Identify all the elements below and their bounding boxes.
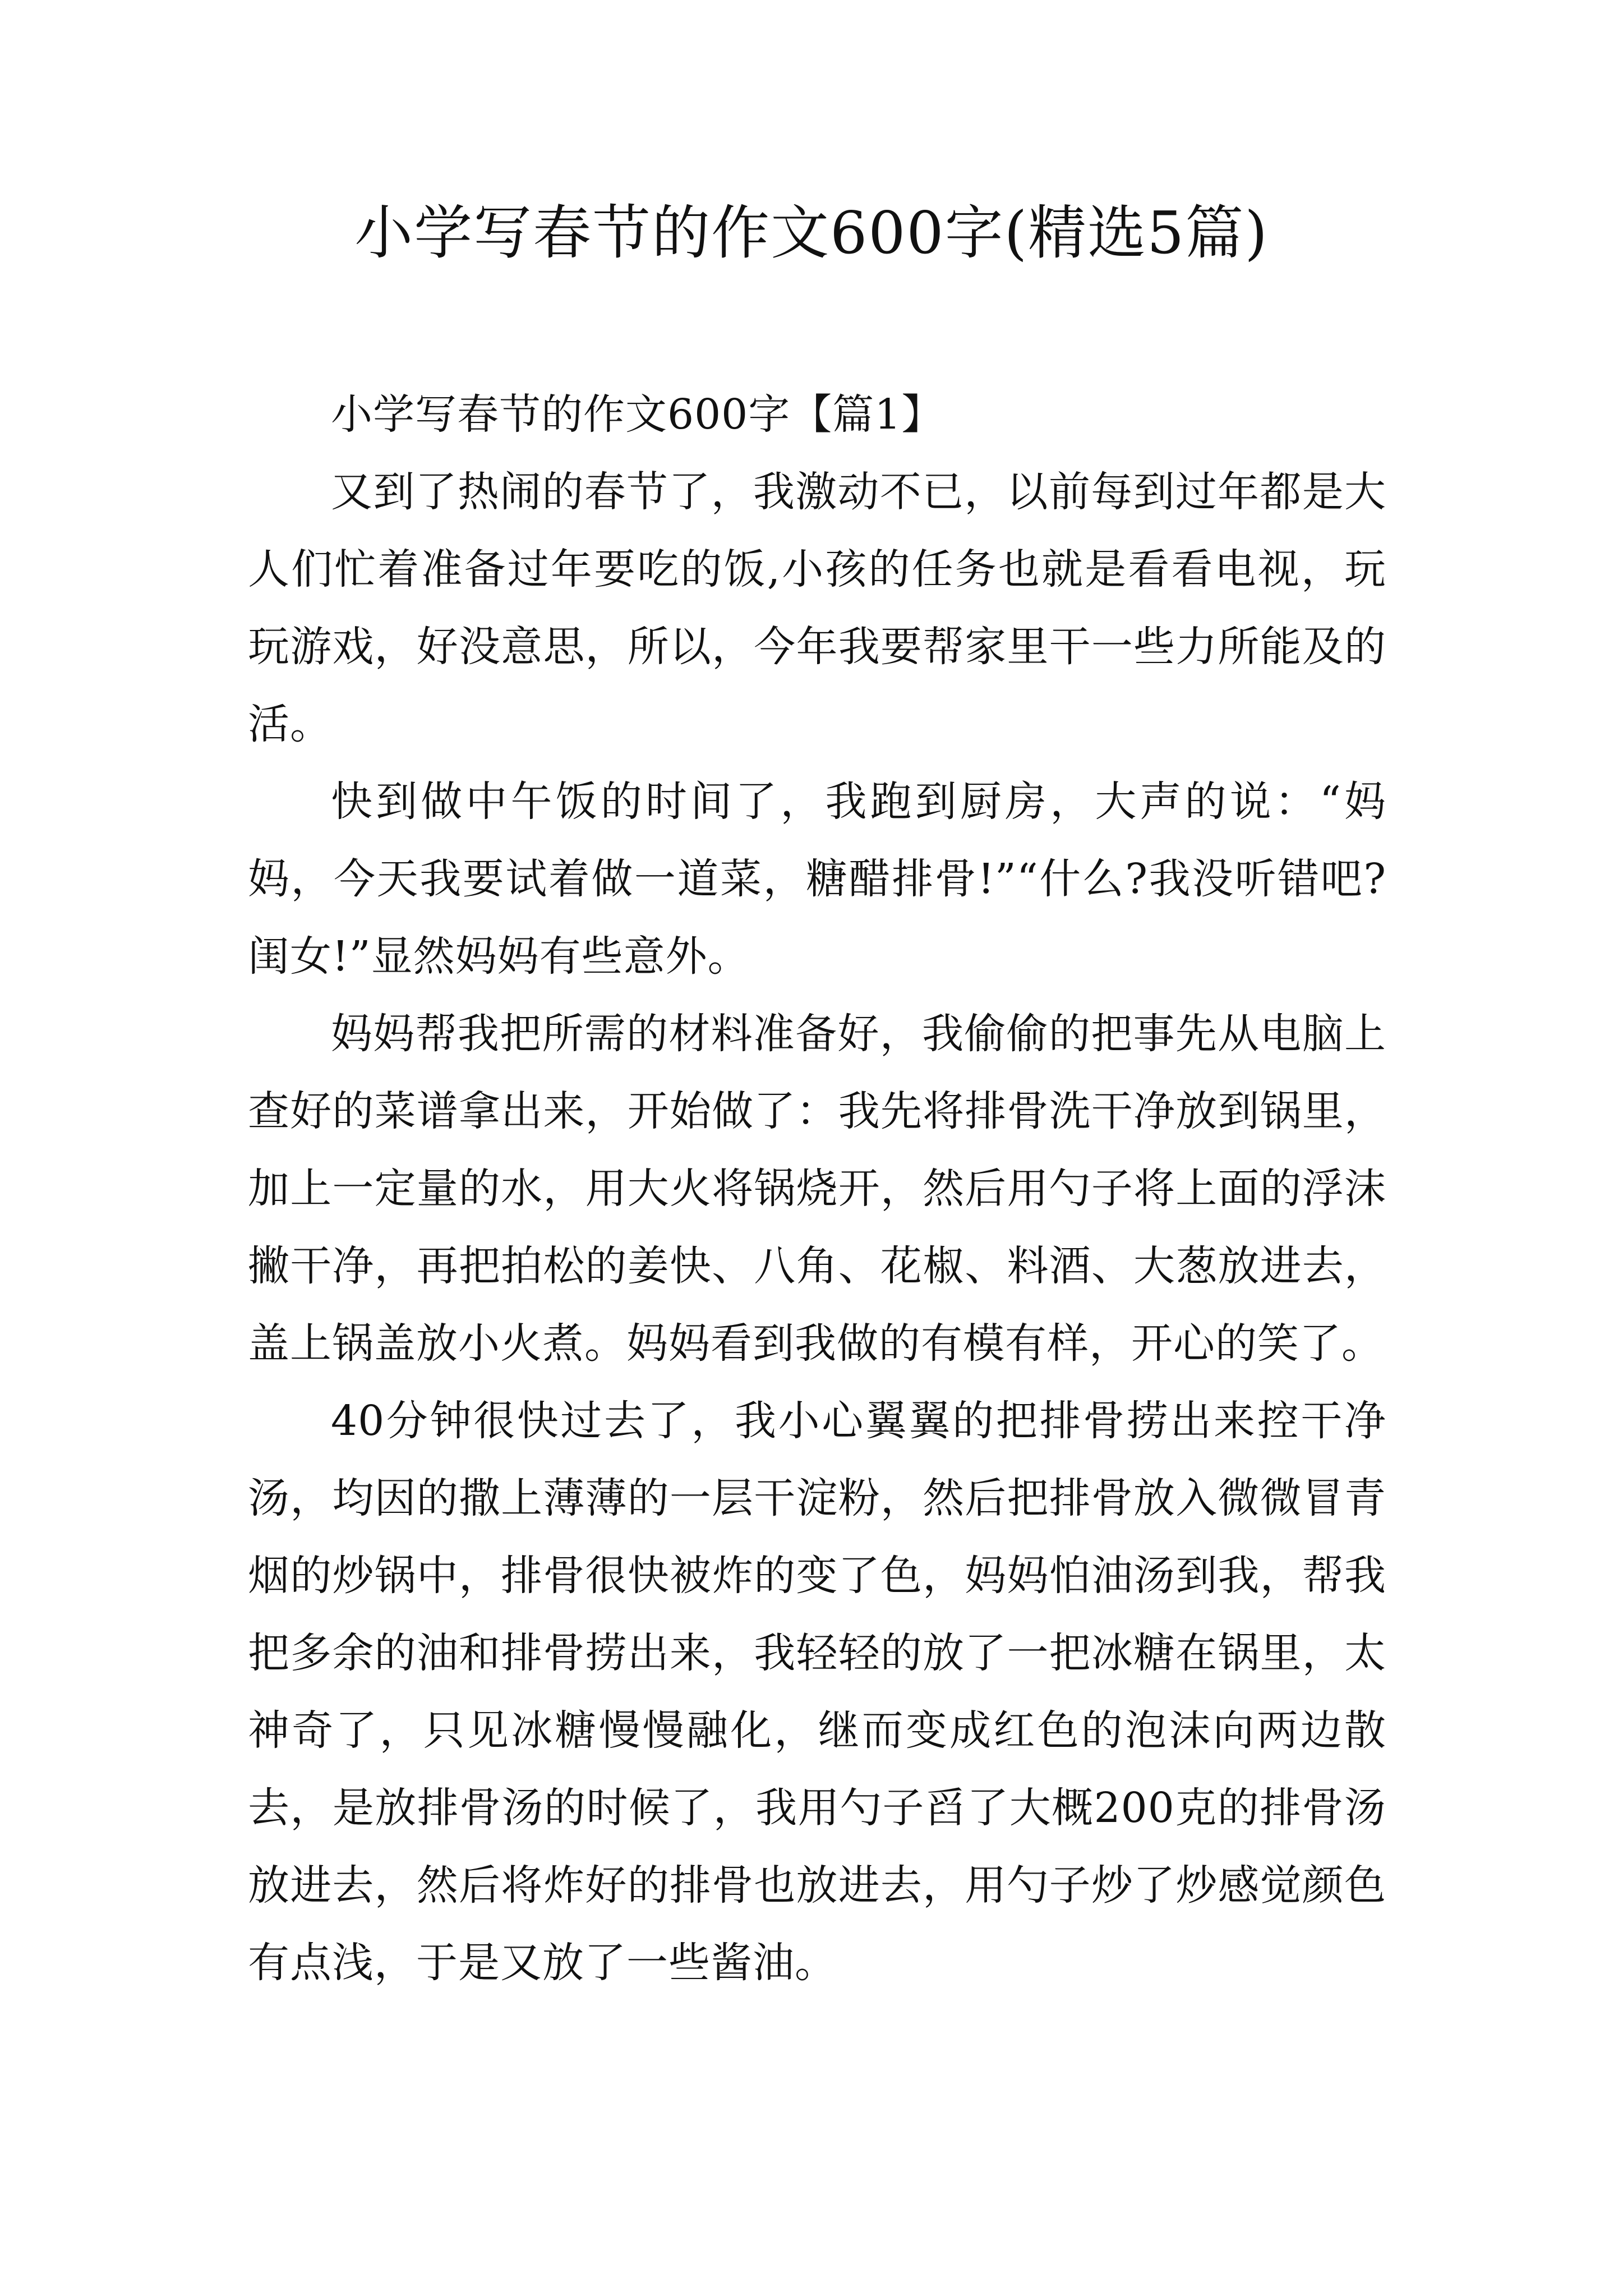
section-heading: 小学写春节的作文600字【篇1】: [331, 390, 944, 439]
document-title: 小学写春节的作文600字(精选5篇): [354, 199, 1269, 267]
paragraph: 快到做中午饭的时间了，我跑到厨房，大声的说：“妈妈，今天我要试着做一道菜，糖醋排骨!”“什么?我没听错吧?闺女!”显然妈妈有些意外。: [248, 777, 1386, 981]
paragraph: 40分钟很快过去了，我小心翼翼的把排骨捞出来控干净汤，均因的撒上薄薄的一层干淀粉，然后把排骨放入微微冒青烟的炒锅中，排骨很快被炸的变了色，妈妈怕油汤到我，帮我把多余的油和排骨捞出来，我轻轻的放了一把冰糖在锅里，太神奇了，只见冰糖慢慢融化，继而变成红色的泡沫向两边散去，是放排骨汤的时候了，我用勺子舀了大概200克的排骨汤放进去，然后将炸好的排骨也放进去，用勺子炒了炒感觉颜色有点浅，于是又放了一些酱油。: [248, 1397, 1386, 1987]
paragraph: 又到了热闹的春节了，我激动不已，以前每到过年都是大人们忙着准备过年要吃的饭,小孩的任务也就是看看电视，玩玩游戏，好没意思，所以，今年我要帮家里干一些力所能及的活。: [248, 468, 1386, 748]
paragraph: 妈妈帮我把所需的材料准备好，我偷偷的把事先从电脑上查好的菜谱拿出来，开始做了：我先将排骨洗干净放到锅里，加上一定量的水，用大火将锅烧开，然后用勺子将上面的浮沫撇干净，再把拍松的姜快、八角、花椒、料酒、大葱放进去，盖上锅盖放小火煮。妈妈看到我做的有模有样，开心的笑了。: [248, 1010, 1386, 1368]
document-body: [248, 376, 1386, 2001]
